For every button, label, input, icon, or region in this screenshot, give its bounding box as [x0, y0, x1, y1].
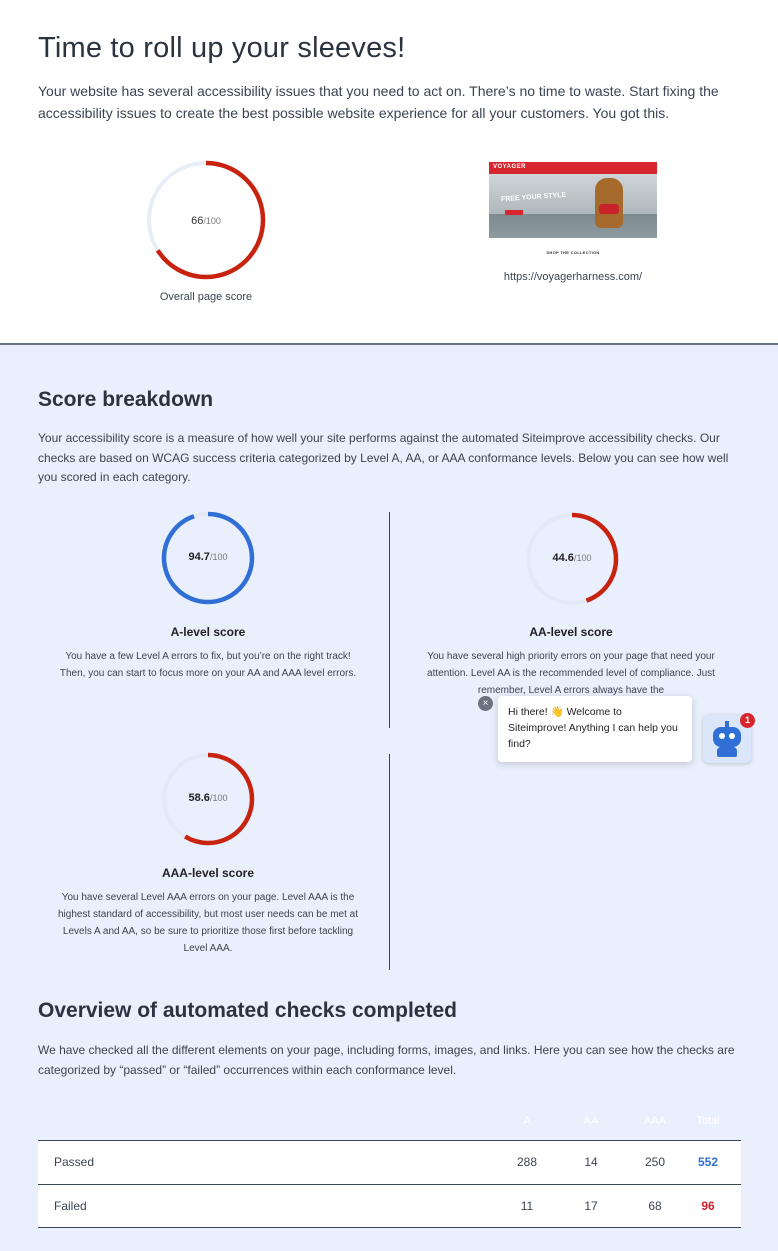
- dog-photo: [595, 178, 623, 228]
- table-header: [38, 1108, 741, 1140]
- aaa-level-score-value: 58.6/100: [188, 792, 228, 804]
- page-title: Time to roll up your sleeves!: [38, 32, 406, 64]
- row-label: Passed: [54, 1155, 95, 1169]
- preview-tagline: FREE YOUR STYLE: [500, 191, 567, 204]
- score-breakdown-title: Score breakdown: [38, 388, 214, 411]
- checks-table: [38, 1108, 741, 1228]
- column-header-aa: AA: [583, 1115, 599, 1127]
- aaa-level-gauge: [161, 752, 255, 846]
- summary-section: [0, 0, 778, 343]
- a-level-gauge: [161, 511, 255, 605]
- overview-title: Overview of automated checks completed: [38, 999, 457, 1022]
- a-level-score-title: A-level score: [170, 625, 246, 639]
- failed-a: 11: [520, 1199, 534, 1213]
- a-level-score-description: You have a few Level A errors to fix, but you’re on the right track! Then, you can start to focus more on your AA and AAA level errors.: [59, 651, 357, 679]
- overall-score-gauge: [146, 160, 266, 280]
- score-breakdown-description: Your accessibility score is a measure of how well your site performs against the automated Siteimprove accessibility checks. Our checks are based on WCAG success criteria categorized by Level A, AA, or AAA conformance levels. Below you can see how well you scored in each category.: [38, 431, 729, 484]
- notification-badge: 1: [740, 713, 755, 728]
- table-row-passed: [38, 1140, 741, 1184]
- aa-level-score-title: AA-level score: [529, 625, 613, 639]
- intro-text: Your website has several accessibility issues that you need to act on. There’s no time to waste. Start fixing the accessibility issues to create the best possible website experience for all your customers. You got this.: [38, 83, 719, 121]
- passed-aaa: 250: [644, 1155, 666, 1169]
- aa-level-score-description: You have several high priority errors on your page that need your attention. Level AA is the recommended level of compliance. Just remember, Level A errors always have the: [427, 651, 715, 696]
- failed-total: 96: [701, 1199, 715, 1213]
- aaa-level-score-title: AAA-level score: [161, 866, 255, 880]
- chat-message: Hi there! 👋 Welcome to Siteimprove! Anything I can help you find?: [508, 706, 678, 750]
- column-divider-lower: [389, 754, 390, 970]
- robot-icon: [713, 727, 741, 747]
- overview-description: We have checked all the different elements on your page, including forms, images, and links. Here you can see how the checks are categorized by “passed” or “failed” occurrences within each conformance level.: [38, 1043, 735, 1077]
- column-header-aaa: AAA: [643, 1115, 666, 1127]
- column-header-a: A: [523, 1115, 531, 1127]
- overall-score-value: 66/100: [191, 215, 221, 227]
- failed-aa: 17: [584, 1199, 598, 1213]
- column-divider: [389, 512, 390, 728]
- row-label: Failed: [54, 1199, 87, 1213]
- overall-score-caption: Overall page score: [159, 291, 253, 303]
- aa-level-gauge: [525, 512, 619, 606]
- chat-popup[interactable]: [498, 696, 692, 762]
- a-level-score-value: 94.7/100: [188, 551, 228, 563]
- chat-close-icon[interactable]: ×: [478, 696, 493, 711]
- preview-collection-text: SHOP THE COLLECTION: [546, 250, 600, 255]
- passed-aa: 14: [584, 1155, 598, 1169]
- preview-brand-logo: VOYAGER: [493, 164, 526, 170]
- aaa-level-score-description: You have several Level AAA errors on your page. Level AAA is the highest standard of accessibility, but most user needs can be met at Levels A and AA, so be sure to prioritize those first before tackling Level AAA.: [58, 892, 358, 954]
- aa-level-score-value: 44.6/100: [552, 552, 592, 564]
- website-preview-image: [489, 162, 657, 238]
- column-header-total: Total: [696, 1115, 720, 1127]
- table-row-failed: [38, 1184, 741, 1228]
- passed-total: 552: [697, 1155, 719, 1169]
- passed-a: 288: [516, 1155, 538, 1169]
- failed-aaa: 68: [648, 1199, 662, 1213]
- website-url[interactable]: https://voyagerharness.com/: [503, 271, 643, 283]
